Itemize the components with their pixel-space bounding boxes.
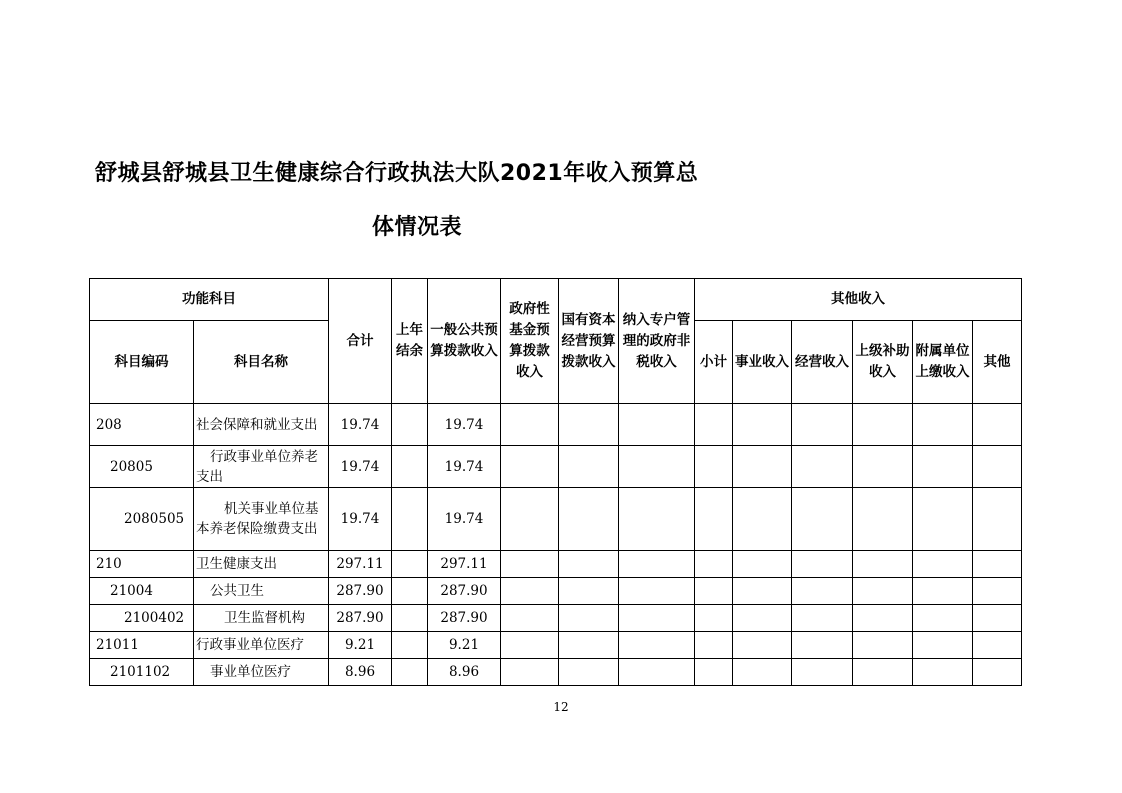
empty-cell — [853, 446, 913, 488]
empty-cell — [559, 659, 619, 686]
page-title-line1: 舒城县舒城县卫生健康综合行政执法大队2021年收入预算总 — [95, 161, 699, 186]
empty-cell — [619, 659, 695, 686]
empty-cell — [695, 488, 733, 551]
empty-cell — [913, 488, 973, 551]
empty-cell — [792, 578, 853, 605]
empty-cell — [913, 404, 973, 446]
empty-cell — [792, 632, 853, 659]
row-code: 21004 — [90, 578, 194, 605]
row-name: 卫生监督机构 — [194, 605, 329, 632]
empty-cell — [501, 404, 559, 446]
header-gov-fund-budget: 政府性基金预算拨款收入 — [501, 279, 559, 404]
row-general-public: 19.74 — [428, 404, 501, 446]
empty-cell — [695, 551, 733, 578]
row-prior-year — [392, 446, 428, 488]
empty-cell — [792, 446, 853, 488]
empty-cell — [792, 659, 853, 686]
row-code: 208 — [90, 404, 194, 446]
row-prior-year — [392, 659, 428, 686]
row-total: 8.96 — [329, 659, 392, 686]
row-total: 287.90 — [329, 605, 392, 632]
header-total: 合计 — [329, 279, 392, 404]
empty-cell — [559, 404, 619, 446]
row-total: 19.74 — [329, 404, 392, 446]
empty-cell — [619, 488, 695, 551]
empty-cell — [853, 551, 913, 578]
table-row — [90, 488, 1022, 551]
row-name: 行政事业单位养老支出 — [194, 446, 329, 488]
row-total: 19.74 — [329, 488, 392, 551]
table-row — [90, 659, 1022, 686]
empty-cell — [973, 632, 1022, 659]
row-general-public: 287.90 — [428, 578, 501, 605]
empty-cell — [733, 578, 792, 605]
empty-cell — [619, 446, 695, 488]
empty-cell — [853, 632, 913, 659]
revenue-budget-table — [89, 278, 1022, 686]
empty-cell — [733, 404, 792, 446]
row-name: 公共卫生 — [194, 578, 329, 605]
empty-cell — [913, 446, 973, 488]
row-code: 2101102 — [90, 659, 194, 686]
empty-cell — [792, 605, 853, 632]
empty-cell — [695, 578, 733, 605]
empty-cell — [913, 551, 973, 578]
empty-cell — [619, 404, 695, 446]
row-name: 行政事业单位医疗 — [194, 632, 329, 659]
empty-cell — [501, 632, 559, 659]
row-general-public: 9.21 — [428, 632, 501, 659]
empty-cell — [913, 605, 973, 632]
empty-cell — [853, 488, 913, 551]
empty-cell — [973, 659, 1022, 686]
row-general-public: 19.74 — [428, 446, 501, 488]
empty-cell — [973, 605, 1022, 632]
row-general-public: 8.96 — [428, 659, 501, 686]
empty-cell — [695, 605, 733, 632]
row-total: 297.11 — [329, 551, 392, 578]
empty-cell — [853, 659, 913, 686]
row-name: 事业单位医疗 — [194, 659, 329, 686]
table-row — [90, 404, 1022, 446]
empty-cell — [559, 605, 619, 632]
header-general-public-budget: 一般公共预算拨款收入 — [428, 279, 501, 404]
header-subject-code: 科目编码 — [90, 321, 194, 404]
empty-cell — [853, 605, 913, 632]
empty-cell — [559, 446, 619, 488]
empty-cell — [792, 488, 853, 551]
empty-cell — [913, 578, 973, 605]
empty-cell — [973, 488, 1022, 551]
header-operating-income: 经营收入 — [792, 321, 853, 404]
empty-cell — [559, 632, 619, 659]
empty-cell — [695, 632, 733, 659]
row-code: 210 — [90, 551, 194, 578]
table-row — [90, 551, 1022, 578]
table-row — [90, 446, 1022, 488]
empty-cell — [619, 632, 695, 659]
header-state-capital-budget: 国有资本经营预算拨款收入 — [559, 279, 619, 404]
page-title-line2: 体情况表 — [372, 215, 463, 240]
row-code: 2080505 — [90, 488, 194, 551]
empty-cell — [733, 551, 792, 578]
row-general-public: 287.90 — [428, 605, 501, 632]
empty-cell — [792, 551, 853, 578]
header-functional-subject: 功能科目 — [90, 279, 329, 321]
table-row — [90, 632, 1022, 659]
empty-cell — [973, 446, 1022, 488]
header-others: 其他 — [973, 321, 1022, 404]
empty-cell — [733, 632, 792, 659]
empty-cell — [695, 659, 733, 686]
empty-cell — [973, 404, 1022, 446]
table-row — [90, 578, 1022, 605]
empty-cell — [501, 659, 559, 686]
header-special-nontax: 纳入专户管理的政府非税收入 — [619, 279, 695, 404]
row-code: 20805 — [90, 446, 194, 488]
header-higher-subsidy: 上级补助收入 — [853, 321, 913, 404]
row-prior-year — [392, 632, 428, 659]
page-number: 12 — [553, 700, 569, 714]
empty-cell — [619, 551, 695, 578]
empty-cell — [501, 446, 559, 488]
row-general-public: 297.11 — [428, 551, 501, 578]
header-affiliated-payment: 附属单位上缴收入 — [913, 321, 973, 404]
empty-cell — [501, 551, 559, 578]
empty-cell — [853, 578, 913, 605]
empty-cell — [695, 404, 733, 446]
row-prior-year — [392, 578, 428, 605]
row-name: 机关事业单位基本养老保险缴费支出 — [194, 488, 329, 551]
row-general-public: 19.74 — [428, 488, 501, 551]
empty-cell — [853, 404, 913, 446]
row-prior-year — [392, 488, 428, 551]
empty-cell — [913, 659, 973, 686]
row-prior-year — [392, 605, 428, 632]
empty-cell — [559, 488, 619, 551]
row-code: 21011 — [90, 632, 194, 659]
empty-cell — [619, 578, 695, 605]
header-subject-name: 科目名称 — [194, 321, 329, 404]
header-prior-year-balance: 上年结余 — [392, 279, 428, 404]
empty-cell — [501, 605, 559, 632]
table-row — [90, 605, 1022, 632]
empty-cell — [733, 605, 792, 632]
header-subtotal: 小计 — [695, 321, 733, 404]
row-prior-year — [392, 404, 428, 446]
row-total: 9.21 — [329, 632, 392, 659]
empty-cell — [733, 488, 792, 551]
empty-cell — [733, 659, 792, 686]
row-code: 2100402 — [90, 605, 194, 632]
empty-cell — [695, 446, 733, 488]
row-name: 卫生健康支出 — [194, 551, 329, 578]
empty-cell — [619, 605, 695, 632]
row-total: 287.90 — [329, 578, 392, 605]
empty-cell — [501, 488, 559, 551]
header-other-income: 其他收入 — [695, 279, 1022, 321]
empty-cell — [733, 446, 792, 488]
empty-cell — [559, 551, 619, 578]
header-business-income: 事业收入 — [733, 321, 792, 404]
row-name: 社会保障和就业支出 — [194, 404, 329, 446]
empty-cell — [973, 551, 1022, 578]
empty-cell — [559, 578, 619, 605]
row-prior-year — [392, 551, 428, 578]
row-total: 19.74 — [329, 446, 392, 488]
empty-cell — [913, 632, 973, 659]
empty-cell — [973, 578, 1022, 605]
empty-cell — [792, 404, 853, 446]
empty-cell — [501, 578, 559, 605]
